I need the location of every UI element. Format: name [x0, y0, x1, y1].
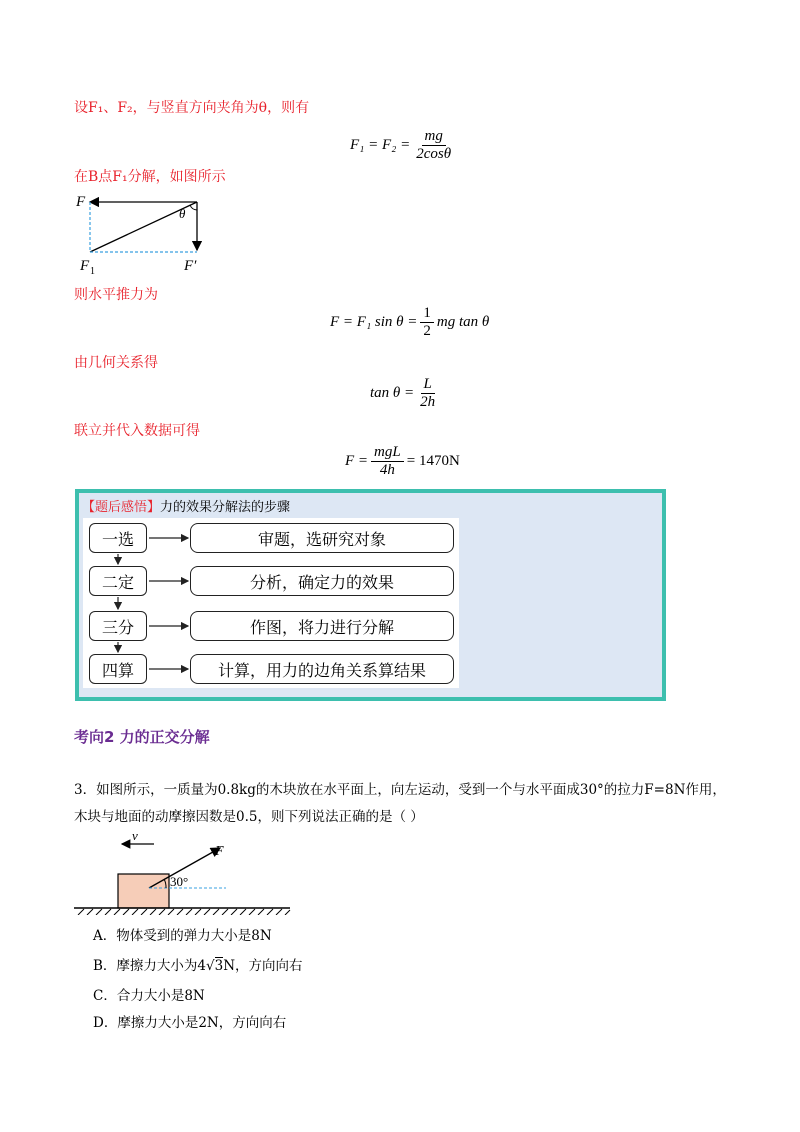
combine-line: 联立并代入数据可得: [74, 423, 200, 439]
eq1-lhs: F₁ = F₂ =: [350, 137, 411, 153]
summary-title: [82, 496, 290, 515]
eq4-fraction: [371, 444, 404, 479]
option-a[interactable]: [93, 924, 272, 944]
ground-hatching: [78, 909, 290, 915]
option-b-label: B．: [93, 958, 117, 974]
label-f: F: [76, 194, 86, 210]
option-b[interactable]: [93, 954, 303, 974]
equation-1: [350, 128, 457, 163]
step-3-label: 三分: [89, 611, 147, 641]
equation-3: [370, 376, 441, 411]
eq2-lhs: F = F₁ sin θ =: [330, 314, 418, 330]
option-b-sqrt: 3: [214, 958, 224, 974]
option-d[interactable]: [93, 1011, 286, 1031]
equation-2: [330, 305, 489, 340]
eq2-rhs: mg tan θ: [436, 314, 490, 330]
eq3-fraction: [417, 376, 438, 411]
option-c[interactable]: [93, 984, 205, 1004]
summary-tag: 【题后感悟】: [82, 500, 161, 515]
label-v: v: [132, 833, 138, 843]
step-1-desc: 审题，选研究对象: [190, 523, 454, 553]
eq3-lhs: tan θ =: [370, 385, 415, 401]
step-4-desc: 计算，用力的边角关系算结果: [190, 654, 454, 684]
block-figure: [74, 833, 294, 915]
force-decomposition-diagram: [74, 190, 214, 276]
step-3-desc: 作图，将力进行分解: [190, 611, 454, 641]
equation-4: [345, 444, 460, 479]
horizontal-line: 则水平推力为: [74, 287, 158, 303]
step-4-label: 四算: [89, 654, 147, 684]
step-1-label: 一选: [89, 523, 147, 553]
option-d-text: 摩擦力大小是2N，方向向右: [117, 1015, 287, 1031]
eq3-numerator: L: [421, 376, 435, 394]
option-a-label: A．: [93, 928, 117, 944]
eq2-denominator: 2: [423, 323, 431, 339]
sqrt-symbol: √: [206, 958, 215, 974]
eq2-numerator: 1: [420, 305, 434, 323]
option-b-text-a: 摩擦力大小为4: [116, 958, 207, 974]
label-fprime: F′: [184, 258, 197, 274]
eq1-denominator: 2cosθ: [416, 146, 452, 162]
label-f1-sub: 1: [90, 266, 95, 276]
eq1-fraction: [413, 128, 454, 163]
section-title: 考向2 力的正交分解: [74, 728, 210, 746]
eq3-denominator: 2h: [420, 394, 436, 410]
eq1-numerator: mg: [422, 128, 446, 146]
angle-arc: [190, 205, 197, 210]
label-theta: θ: [179, 206, 186, 221]
option-b-text-b: N，方向向右: [223, 958, 303, 974]
wood-block: [118, 874, 169, 908]
eq4-numerator: mgL: [371, 444, 404, 462]
eq2-fraction: [420, 305, 434, 340]
steps-panel: [83, 518, 459, 688]
decompose-line: 在B点F₁分解，如图所示: [74, 169, 226, 185]
intro-line: 设F₁、F₂，与竖直方向夹角为θ，则有: [74, 100, 310, 116]
option-d-label: D．: [93, 1015, 118, 1031]
label-force-f: F: [215, 844, 224, 859]
step-2-desc: 分析，确定力的效果: [190, 566, 454, 596]
option-c-text: 合力大小是8N: [116, 988, 205, 1004]
label-f1: F: [80, 258, 90, 274]
label-angle: 30°: [170, 874, 189, 889]
eq4-lhs: F =: [345, 453, 369, 469]
step-2-label: 二定: [89, 566, 147, 596]
summary-heading: 力的效果分解法的步骤: [160, 500, 291, 515]
question-text: 3．如图所示，一质量为0.8kg的木块放在水平面上，向左运动，受到一个与水平面成30°的拉力F=8N作用，木块与地面的动摩擦因数是0.5，则下列说法正确的是（ ）: [74, 782, 726, 825]
eq4-rhs: = 1470N: [406, 453, 460, 469]
option-a-text: 物体受到的弹力大小是8N: [116, 928, 272, 944]
geometry-line: 由几何关系得: [74, 355, 158, 371]
eq4-denominator: 4h: [379, 462, 395, 478]
option-c-label: C．: [93, 988, 117, 1004]
